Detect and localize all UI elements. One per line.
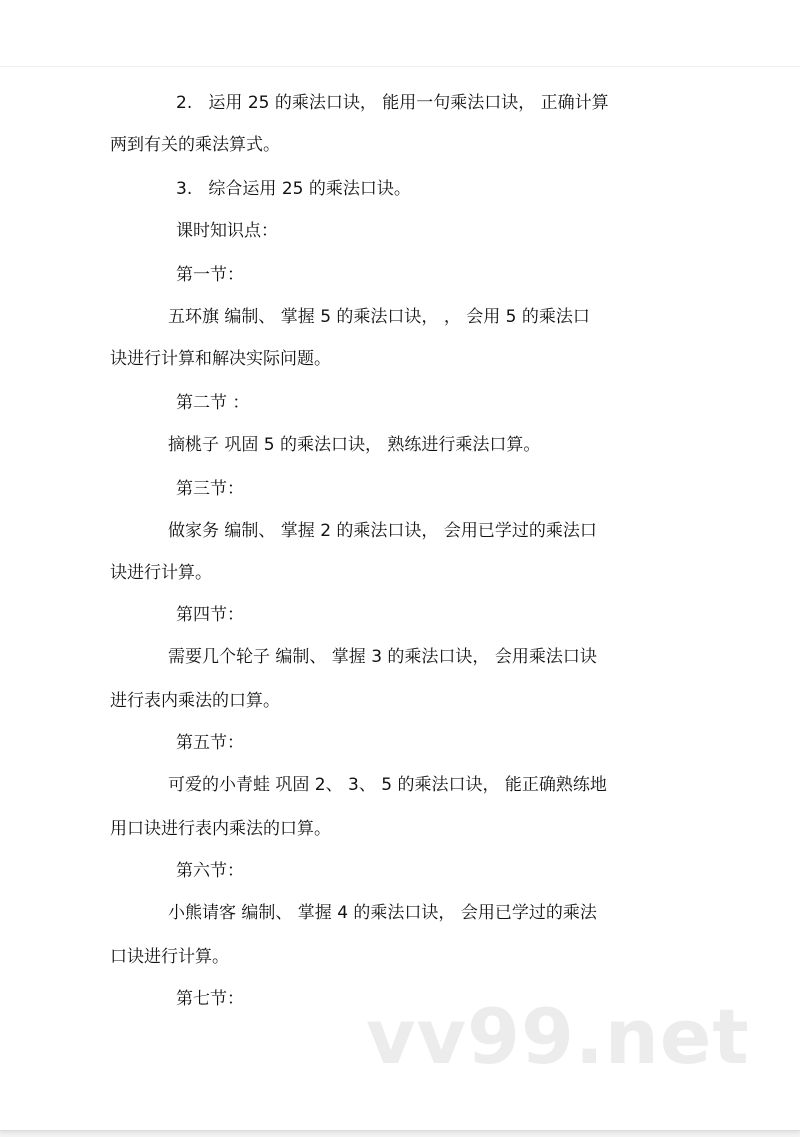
paragraph-line: 五环旗 编制、 掌握 5 的乘法口诀， ， 会用 5 的乘法口 [168,307,590,327]
lesson-heading: 第六节： [176,861,244,881]
lesson-heading: 第三节： [176,479,244,499]
paragraph-line: 做家务 编制、 掌握 2 的乘法口诀， 会用已学过的乘法口 [168,521,597,541]
lesson-heading: 第五节： [176,733,244,753]
paragraph-line: 3. 综合运用 25 的乘法口诀。 [176,179,411,199]
page-top-divider [0,66,800,67]
lesson-heading: 第二节 ： [176,393,250,413]
paragraph-line: 进行表内乘法的口算。 [110,691,280,711]
paragraph-line: 两到有关的乘法算式。 [110,135,280,155]
paragraph-line: 可爱的小青蛙 巩固 2、 3、 5 的乘法口诀， 能正确熟练地 [168,775,607,795]
lesson-heading: 第一节： [176,265,244,285]
paragraph-line: 小熊请客 编制、 掌握 4 的乘法口诀， 会用已学过的乘法 [168,903,597,923]
paragraph-line: 诀进行计算。 [110,563,212,583]
paragraph-line: 口诀进行计算。 [110,947,229,967]
section-heading: 课时知识点： [176,221,278,241]
paragraph-line: 摘桃子 巩固 5 的乘法口诀， 熟练进行乘法口算。 [168,435,541,455]
paragraph-line: 需要几个轮子 编制、 掌握 3 的乘法口诀， 会用乘法口诀 [168,647,597,667]
watermark: vv99.net [366,992,750,1081]
paragraph-line: 诀进行计算和解决实际问题。 [110,349,331,369]
lesson-heading: 第七节： [176,989,244,1009]
paragraph-line: 用口诀进行表内乘法的口算。 [110,819,331,839]
lesson-heading: 第四节： [176,605,244,625]
paragraph-line: 2. 运用 25 的乘法口诀， 能用一句乘法口诀， 正确计算 [176,93,609,113]
